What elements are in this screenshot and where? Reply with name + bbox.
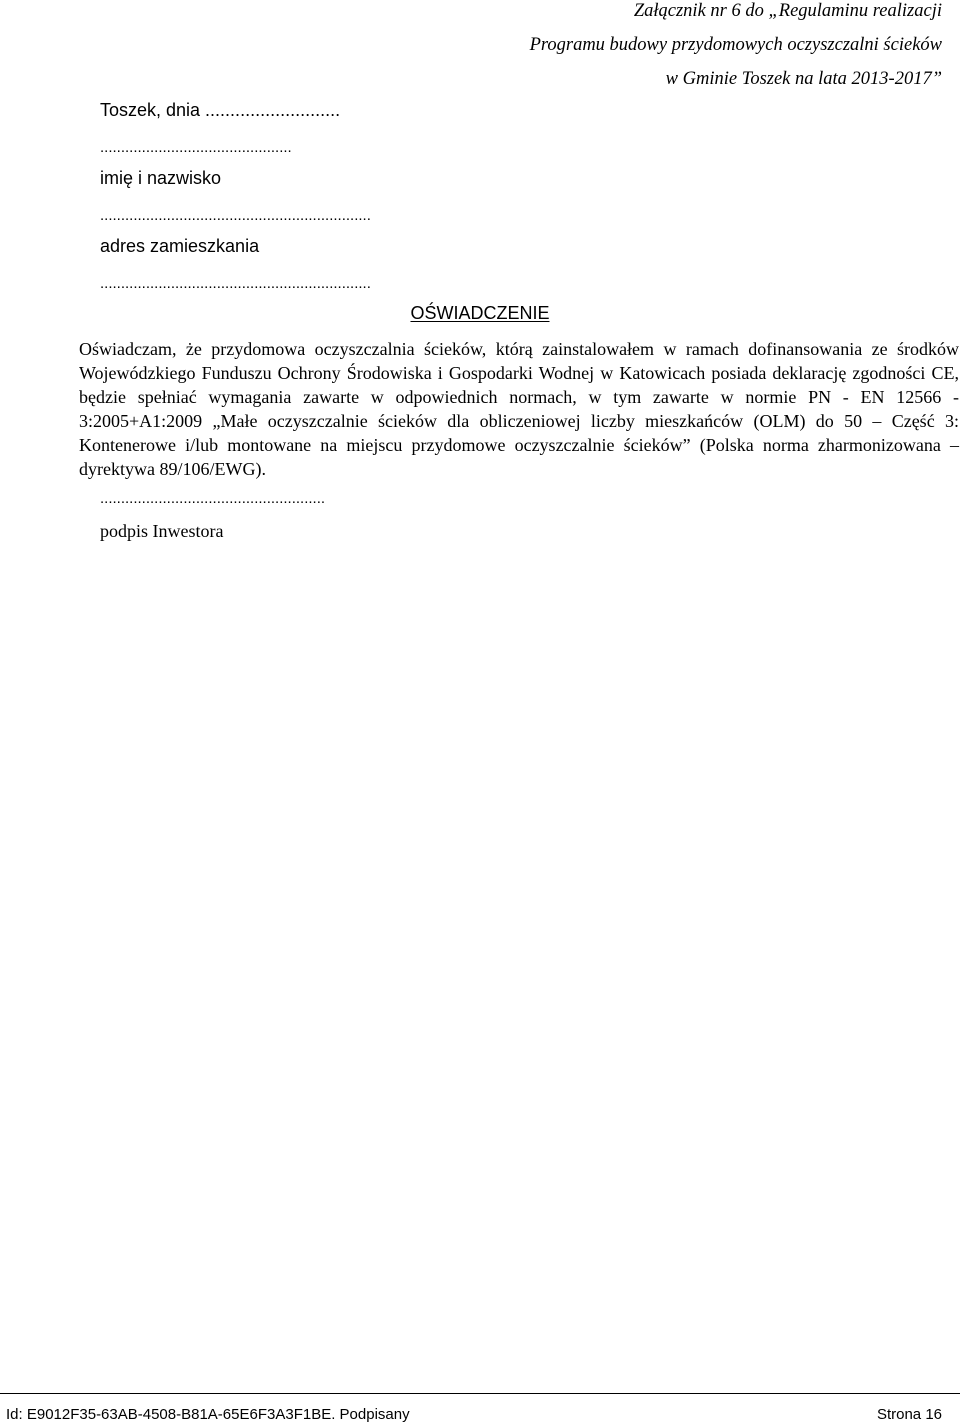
signature-fill-line: ...................................................... [100, 490, 326, 507]
attachment-header-line-2: Programu budowy przydomowych oczyszczalni ścieków [529, 35, 942, 55]
footer-divider [0, 1393, 960, 1394]
attachment-header-line-1: Załącznik nr 6 do „Regulaminu realizacji [633, 1, 942, 21]
place-date-field: Toszek, dnia ........................... [100, 100, 341, 120]
footer-page-number: Strona 16 [876, 1406, 942, 1423]
attachment-header-line-3: w Gminie Toszek na lata 2013-2017” [665, 69, 942, 89]
name-fill-line: .............................................. [100, 139, 292, 156]
name-label: imię i nazwisko [100, 168, 222, 188]
statement-paragraph: Oświadczam, że przydomowa oczyszczalnia ścieków, którą zainstalowałem w ramach dofinansowania ze środków Wojewódzkiego Funduszu Ochrony Środowiska i Gospodarki Wodnej w Katowicach posiada deklarację zgodności CE, będzie spełniać wymagania zawarte w odpowiednich normach, w tym zawarte w normie PN - EN 12566 - 3:2005+A1:2009 „Małe oczyszczalnie ścieków dla obliczeniowej liczby mieszkańców (OLM) do 50 – Część 3: Kontenerowe i/lub montowane na miejscu przydomowe oczyszczalnie ścieków” (Polska norma zharmonizowana – dyrektywa 89/106/EWG). [79, 339, 959, 479]
footer-document-id: Id: E9012F35-63AB-4508-B81A-65E6F3A3F1BE. Podpisany [6, 1406, 410, 1423]
document-title-text: OŚWIADCZENIE [410, 303, 550, 323]
signature-label: podpis Inwestora [100, 521, 224, 541]
extra-fill-line: ................................................................. [100, 275, 371, 292]
document-title [0, 302, 960, 324]
address-fill-line: ................................................................. [100, 207, 371, 224]
statement-body [79, 337, 959, 481]
address-label: adres zamieszkania [100, 236, 260, 256]
